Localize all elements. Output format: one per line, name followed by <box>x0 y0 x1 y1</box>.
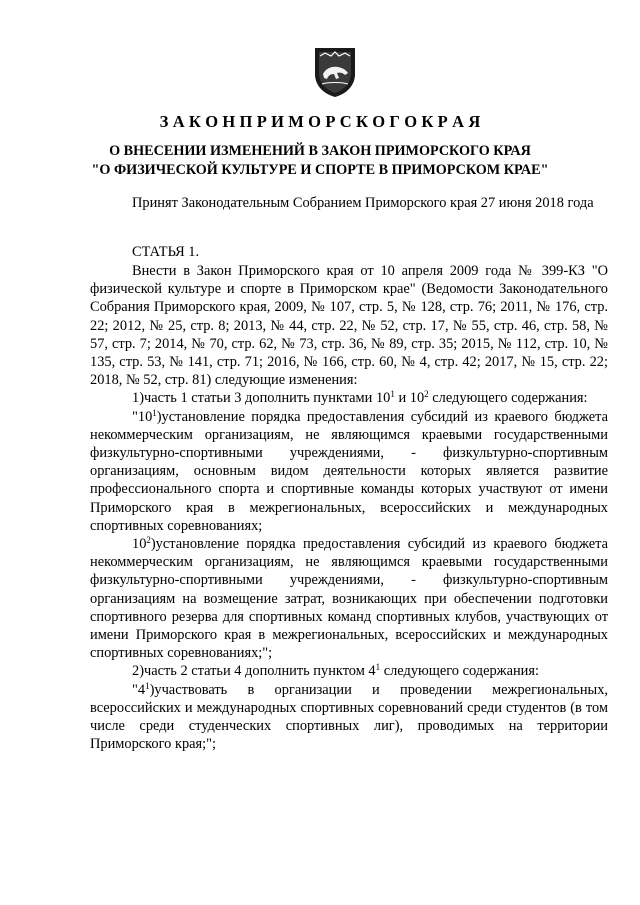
item-2-sup: 1 <box>375 662 381 673</box>
adoption-statement: Принят Законодательным Собранием Приморского края 27 июня 2018 года <box>132 195 594 211</box>
article-body <box>90 262 608 753</box>
coat-of-arms-icon <box>310 44 360 98</box>
article-intro: Внести в Закон Приморского края от 10 апреля 2009 года № 399-КЗ "О физической культуре и спорте в Приморском крае" (Ведомости Законодательного Собрания Приморского края, 2009, № 107, стр. 5, № 128, стр. 76; 2011, № 176, стр. 22; 2012, № 25, стр. 8; 2013, № 44, стр. 22, № 52, стр. 17, № 55, стр. 46, стр. 58, № 57, стр. 7; 2014, № 70, стр. 62, № 73, стр. 36, № 89, стр. 35; 2015, № 112, стр. 10, № 135, стр. 53, № 141, стр. 71; 2016, № 166, стр. 60, № 4, стр. 42; 2017, № 15, стр. 22; 2018, № 52, стр. 81) следующие изменения: <box>90 263 608 389</box>
law-subtitle-line2: "О ФИЗИЧЕСКОЙ КУЛЬТУРЕ И СПОРТЕ В ПРИМОРСКОМ КРАЕ" <box>91 162 549 178</box>
item-1-text-c: следующего содержания: <box>428 390 588 407</box>
point-10-1-text: )установление порядка предоставления субсидий из краевого бюджета некоммерческим организациям, не являющимся краевыми государственными физкультурно-спортивными учреждениями, - физкультурно-спортивным организациям, основным видом деятельности которых является развитие профессионального спорта и спортивные команды которых участвуют от имени Приморского края в межрегиональных, всероссийских и международных спортивных соревнованиях; <box>90 408 608 534</box>
item-2-text-b: следующего содержания: <box>380 663 539 680</box>
point-4-1 <box>90 681 608 754</box>
item-1-sup-2: 2 <box>424 389 429 400</box>
point-4-1-sup: 1 <box>145 680 150 691</box>
point-10-2-num: 10 <box>132 536 147 553</box>
point-4-1-num: "4 <box>132 681 146 698</box>
item-1-text-b: и 10 <box>394 390 425 407</box>
amendment-item-1 <box>90 389 608 407</box>
point-10-2-sup: 2 <box>146 535 151 546</box>
law-subtitle-line1: О ВНЕСЕНИИ ИЗМЕНЕНИЙ В ЗАКОН ПРИМОРСКОГО КРАЯ <box>109 143 531 159</box>
law-title: З А К О Н П Р И М О Р С К О Г О К Р А Я <box>159 112 481 131</box>
point-10-1-num: "10 <box>132 408 153 425</box>
point-10-2-text: )установление порядка предоставления субсидий из краевого бюджета некоммерческим организациям, не являющимся краевыми государственными физкультурно-спортивными учреждениями, - физкультурно-спортивным организациям на возмещение затрат, возникающих при обеспечении подготовки спортивного резерва для спортивных команд спортивных клубов, участвующих от имени Приморского края в межрегиональных, всероссийских и международных спортивных соревнованиях;"; <box>90 536 608 662</box>
item-1-text-a: 1)часть 1 статьи 3 дополнить пунктами 10 <box>132 390 391 407</box>
point-4-1-text: )участвовать в организации и проведении межрегиональных, всероссийских и международных спортивных соревнований среди студентов (в том числе среди студенческих спортивных лиг), проводимых на территории Приморского края;"; <box>90 681 608 753</box>
point-10-1 <box>90 408 608 535</box>
point-10-1-sup: 1 <box>152 407 157 418</box>
item-2-text-a: 2)часть 2 статьи 4 дополнить пунктом 4 <box>132 663 376 680</box>
point-10-2 <box>90 535 608 662</box>
article-label: СТАТЬЯ 1. <box>132 244 200 260</box>
item-1-sup-1: 1 <box>390 389 395 400</box>
amendment-item-2 <box>90 662 608 680</box>
